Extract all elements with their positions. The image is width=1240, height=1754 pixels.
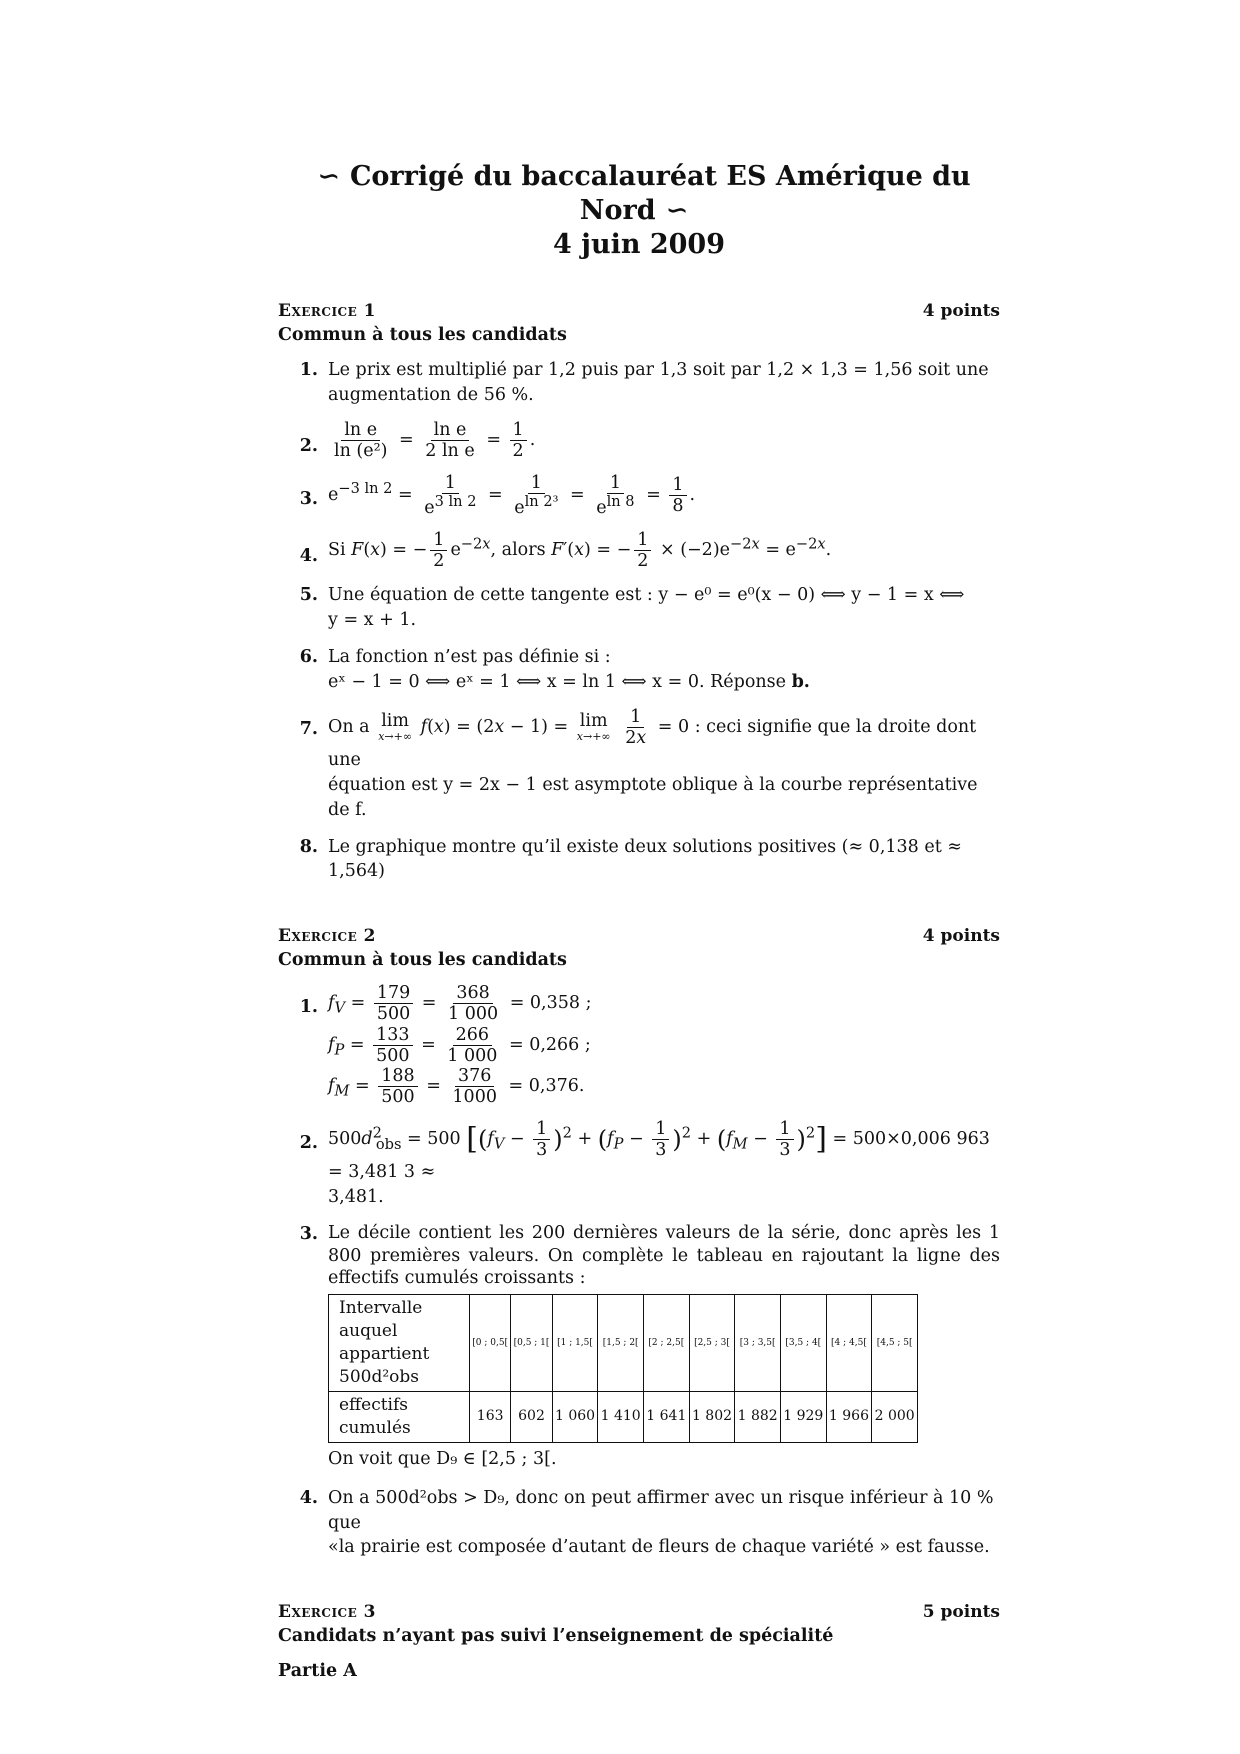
exercise1-header: Exercice 1 4 points — [278, 301, 1000, 322]
part-title: Partie A — [278, 1661, 357, 1682]
list-item: 1. $f_V$ = $\frac{179}{500}$ = $\frac{368}{1 000}$ = 0,358 ; $f_P$ = $\frac{133}{500}$ = $\frac{266}{1 000}$ = 0,266 ; $f_M$ = $\frac{188}{500}$ = $\frac{376}{1000}$ = 0,376. — [299, 983, 592, 1107]
document-title: ∽ Corrigé du baccalauréat ES Amérique du Nord ∽ 4 juin 2009 — [278, 160, 1000, 261]
cumulative-table: Intervalle auquel appartient 500d²obs [0 ; 0,5[ [0,5 ; 1[ [1 ; 1,5[ [1,5 ; 2[ [2 ; 2,5[ [2,5 ; 3[ [3 ; 3,5[ [3,5 ; 4[ [4 ; 4,5[ [4,5 ; 5[ effectifs cumulés 163 602 1 060 1 410 1 641 1 802 1 882 1 929 1 966 2 000 — [328, 1294, 918, 1443]
ornament-left-icon: ∽ — [317, 161, 340, 192]
document-date: 4 juin 2009 — [552, 228, 726, 260]
list-item: 7. On a lim x→+∞ f(x) = (2x − 1) = lim x→+∞ $\frac{1}{2x}$ = 0 : ceci signifie que la droite dont une équation est y = 2x − 1 est asymptote oblique à la courbe représentative de f. — [299, 706, 978, 820]
document-page — [278, 160, 1000, 1684]
ornament-right-icon: ∽ — [665, 194, 689, 226]
list-item: 2. $\frac{\text{ln e}}{\text{ln (e²)}}$ = $\frac{\text{ln e}}{\text{2 ln e}}$ = $\frac{1}{2}$ . — [299, 419, 536, 462]
list-item: 8. Le graphique montre qu’il existe deux solutions positives (≈ 0,138 et ≈ 1,564) — [299, 836, 962, 882]
list-item: 4. On a 500d²obs > D₉, donc on peut affirmer avec un risque inférieur à 10 % que «la prairie est composée d’autant de fleurs de chaque variété » est fausse. — [299, 1487, 994, 1558]
exercise1-subtitle: Commun à tous les candidats — [278, 325, 567, 346]
list-item: 6. La fonction n’est pas définie si : eˣ − 1 = 0 ⟺ eˣ = 1 ⟺ x = ln 1 ⟺ x = 0. Réponse b. — [299, 647, 810, 693]
list-item: 2. $500d^2_{obs} = 500$ [($f_V$ − $\frac{1}{3}$ )$^2 + (f_P$ − $\frac{1}{3}$ )$^2 + (f_M$ − $\frac{1}{3}$ )$^2$] = 500×0,006 963 = 3,481 3 ≈ 3,481. — [299, 1119, 990, 1208]
exercise2-subtitle: Commun à tous les candidats — [278, 950, 567, 971]
list-item: 5. Une équation de cette tangente est : y − e⁰ = e⁰(x − 0) ⟺ y − 1 = x ⟺ y = x + 1. — [299, 585, 965, 631]
list-item: 3. Le décile contient les 200 dernières valeurs de la série, donc après les 1 800 premières valeurs. On complète le tableau en rajoutant la ligne des effectifs cumulés croissants : Intervalle auquel appartient 500d²obs [0 ; 0,5[ [0,5 ; 1[ [1 ; 1,5[ [1,5 ; 2[ [2 ; 2,5[ [2,5 ; 3[ [3 ; 3,5[ [3,5 ; 4[ [4 ; 4,5[ [4,5 ; 5[ effectifs cumulés 163 602 1 060 1 410 1 641 1 802 1 882 1 929 1 966 2 000 On voit que D₉ ∈ [2,5 ; 3[. — [299, 1222, 1000, 1469]
exercise3-subtitle: Candidats n’ayant pas suivi l’enseignement de spécialité — [278, 1626, 834, 1647]
list-item: 3. $e^{-3 ln 2}$ = $\frac{1}{e^{3 ln 2}}$ = $\frac{1}{e^{ln 2^3}}$ = $\frac{1}{e^{ln 8}}$ = $\frac{1}{8}$ . — [299, 473, 696, 519]
exercise3-header: Exercice 3 5 points — [278, 1602, 1000, 1623]
list-item: 4. Si F(x) = − $\frac{1}{2}$ $e^{-2x}$, alors F′(x) = − $\frac{1}{2}$ × $(-2)e^{-2x} = e^{-2x}$. — [299, 530, 832, 572]
list-item: 1. Le prix est multiplié par 1,2 puis par 1,3 soit par 1,2 × 1,3 = 1,56 soit une augmentation de 56 %. — [299, 360, 989, 406]
exercise2-header: Exercice 2 4 points — [278, 926, 1000, 947]
